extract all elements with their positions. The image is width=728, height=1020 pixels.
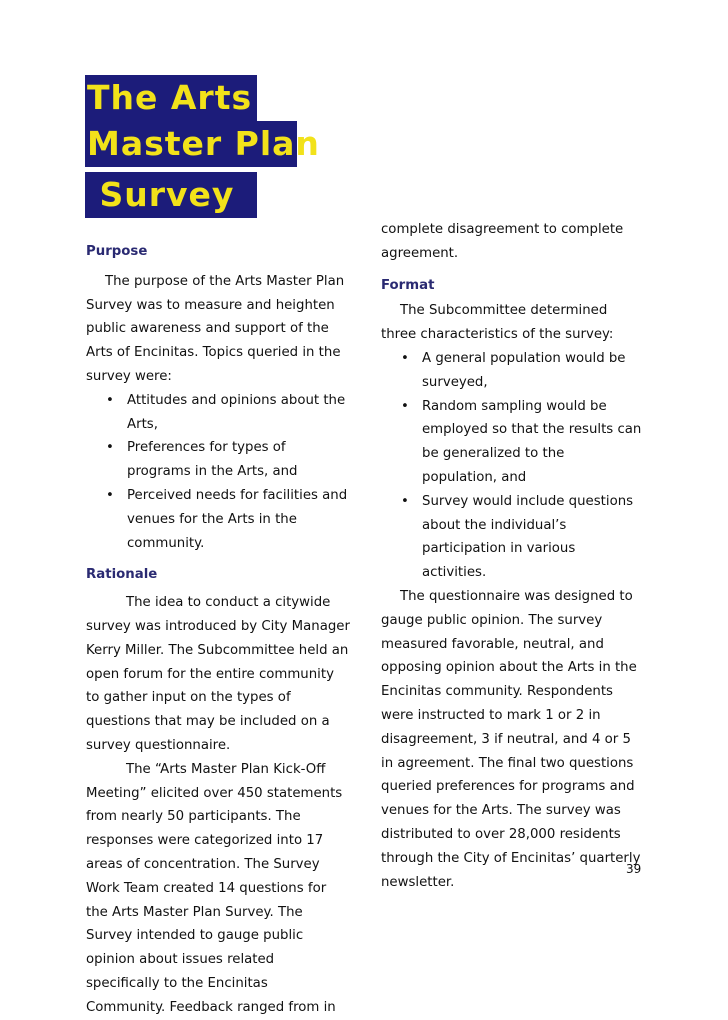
rationale-paragraph-1: The idea to conduct a citywide survey was introduced by City Manager Kerry Miller. The Subcommittee held an open forum for the entire community to gather input on the types of questions that may be included on a survey questionnaire. bbox=[86, 595, 350, 753]
purpose-bullet-list bbox=[86, 389, 350, 556]
list-item: • Attitudes and opinions about the Arts, bbox=[106, 392, 346, 432]
format-intro-paragraph: The Subcommittee determined three characteristics of the survey: bbox=[381, 303, 614, 343]
title-line-3: Survey bbox=[85, 172, 257, 218]
list-item: • A general population would be surveyed, bbox=[401, 350, 626, 390]
rationale-paragraph-2: The “Arts Master Plan Kick-Off Meeting” elicited over 450 statements from nearly 50 participants. The responses were categorized into 17 areas of concentration. The Survey Work Team created 14 questions for the Arts Master Plan Survey. The Survey intended to gauge public opinion about issues related specifically to the Encinitas Community. Feedback ranged from in bbox=[86, 761, 343, 1015]
continued-paragraph: complete disagreement to complete agreement. bbox=[381, 222, 624, 261]
page-number: 39 bbox=[626, 862, 642, 876]
purpose-paragraph: The purpose of the Arts Master Plan Survey was to measure and heighten public awareness and support of the Arts of Encinitas. Topics queried in the survey were: bbox=[86, 273, 345, 384]
title-line-2: Master Plan bbox=[85, 121, 297, 167]
left-column bbox=[86, 240, 350, 1020]
list-item: • Random sampling would be employed so that the results can be generalized to the population, and bbox=[401, 398, 642, 485]
list-item: • Preferences for types of programs in the Arts, and bbox=[106, 440, 298, 480]
purpose-heading: Purpose bbox=[86, 244, 148, 259]
list-item: • Survey would include questions about the individual’s participation in various activities. bbox=[401, 493, 634, 581]
right-column bbox=[381, 218, 643, 894]
format-bullet-list bbox=[381, 347, 643, 585]
rationale-heading: Rationale bbox=[86, 567, 158, 583]
list-item: • Perceived needs for facilities and venues for the Arts in the community. bbox=[106, 487, 348, 551]
format-paragraph-2: The questionnaire was designed to gauge public opinion. The survey measured favorable, neutral, and opposing opinion about the Arts in the Encinitas community. Respondents were instructed to mark 1 or 2 in disagreement, 3 if neutral, and 4 or 5 in agreement. The final two questions queried preferences for programs and venues for the Arts. The survey was distributed to over 28,000 residents through the City of Encinitas’ quarterly newsletter. bbox=[381, 588, 641, 890]
title-line-1: The Arts bbox=[85, 75, 257, 121]
format-heading: Format bbox=[381, 277, 435, 293]
